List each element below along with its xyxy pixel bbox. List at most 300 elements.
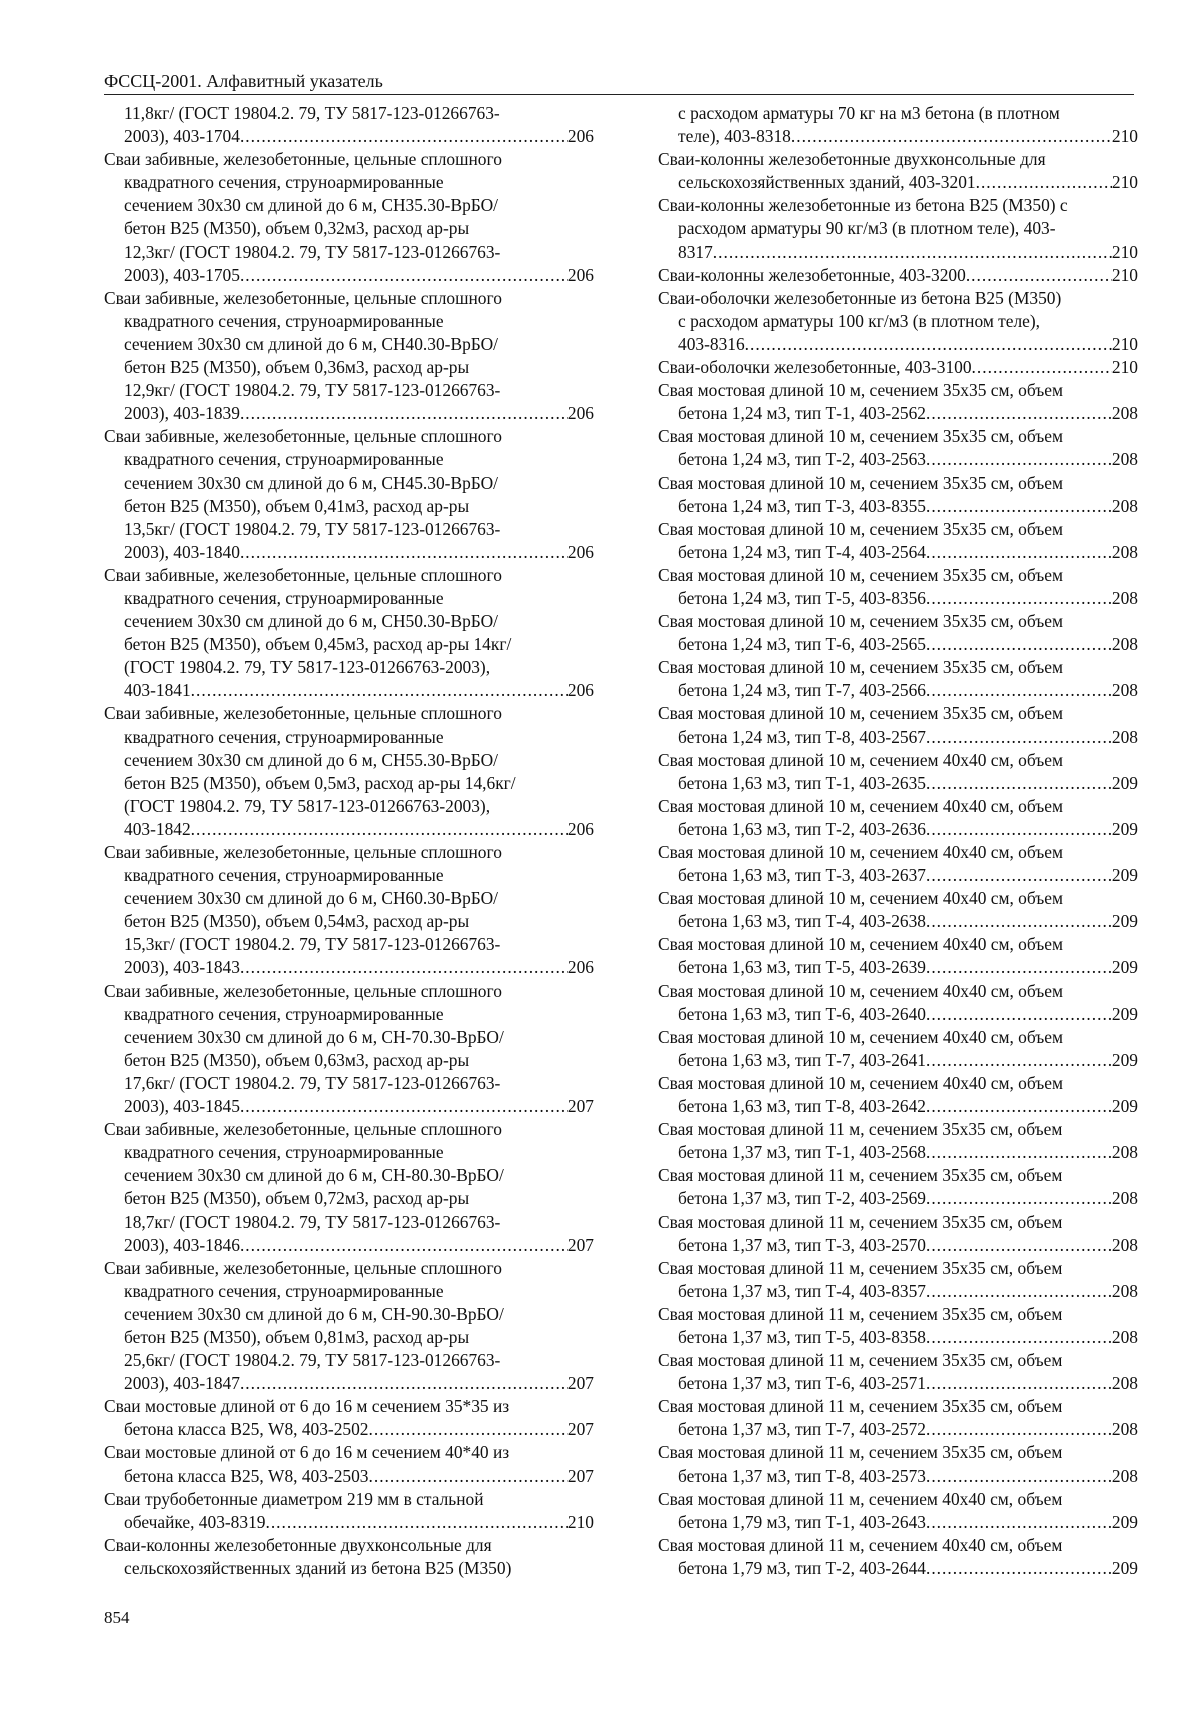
dot-leader [926, 772, 1112, 795]
entry-line [104, 448, 594, 471]
dot-leader [926, 402, 1112, 425]
entry-page-ref: 208 [1111, 541, 1138, 562]
entry-line [104, 171, 594, 194]
entry-line [104, 841, 594, 864]
entry-text: Свая мостовая длиной 10 м, сечением 40х40 см, объем [658, 888, 1063, 909]
index-entry [104, 425, 594, 564]
dot-leader [240, 402, 568, 425]
index-entry [104, 1534, 594, 1580]
entry-text: сечением 30х30 см длиной до 6 м, СН35.30-ВрБО/ [124, 195, 499, 216]
entry-line [658, 818, 1138, 841]
index-entry [658, 287, 1138, 356]
entry-text: Сваи-колонны железобетонные двухконсольные для [104, 1534, 492, 1555]
index-entry [658, 702, 1138, 748]
entry-text: обечайке, 403-8319 [124, 1511, 266, 1532]
entry-text: 17,6кг/ (ГОСТ 19804.2. 79, ТУ 5817-123-01266763- [124, 1072, 501, 1093]
entry-text: бетон В25 (М350), объем 0,81м3, расход ар-ры [124, 1326, 470, 1347]
entry-text: сечением 30х30 см длиной до 6 м, СН-90.30-ВрБО/ [124, 1303, 504, 1324]
entry-line [104, 1049, 594, 1072]
dot-leader [926, 818, 1112, 841]
page-header [104, 70, 1134, 95]
entry-text: бетона 1,37 м3, тип Т-6, 403-2571 [678, 1373, 926, 1394]
entry-line [658, 1326, 1138, 1349]
entry-text: Свая мостовая длиной 10 м, сечением 35х35 см, объем [658, 472, 1063, 493]
entry-text: квадратного сечения, струноармированные [124, 1003, 444, 1024]
entry-text: с расходом арматуры 100 кг/м3 (в плотном теле), [678, 310, 1041, 331]
entry-page-ref: 206 [567, 680, 594, 701]
entry-text: Сваи-оболочки железобетонные, 403-3100 [658, 357, 972, 378]
entry-line [658, 264, 1138, 287]
entry-page-ref: 209 [1111, 1003, 1138, 1024]
dot-leader [926, 1049, 1112, 1072]
index-entry [658, 472, 1138, 518]
entry-text: квадратного сечения, струноармированные [124, 310, 444, 331]
entry-line [658, 472, 1138, 495]
entry-line [658, 1511, 1138, 1534]
entry-line [104, 1003, 594, 1026]
dot-leader [926, 1141, 1112, 1164]
index-entry [658, 379, 1138, 425]
dot-leader [926, 679, 1112, 702]
entry-text: квадратного сечения, струноармированные [124, 587, 444, 608]
entry-line [658, 702, 1138, 725]
entry-page-ref: 210 [1111, 333, 1138, 354]
entry-text: Свая мостовая длиной 10 м, сечением 40х40 см, объем [658, 980, 1063, 1001]
dot-leader [265, 1511, 567, 1534]
dot-leader [976, 171, 1112, 194]
entry-text: сечением 30х30 см длиной до 6 м, СН50.30-ВрБО/ [124, 611, 499, 632]
entry-line [658, 1534, 1138, 1557]
entry-page-ref: 208 [1111, 1188, 1138, 1209]
entry-line [104, 148, 594, 171]
entry-page-ref: 209 [1111, 1557, 1138, 1578]
entry-text: бетона 1,63 м3, тип Т-4, 403-2638 [678, 911, 926, 932]
entry-text: Сваи забивные, железобетонные, цельные сплошного [104, 1119, 502, 1140]
entry-text: 403-8316 [678, 333, 745, 354]
entry-line [658, 679, 1138, 702]
entry-line [658, 795, 1138, 818]
entry-text: квадратного сечения, струноармированные [124, 449, 444, 470]
entry-line [658, 333, 1138, 356]
entry-text: бетона 1,37 м3, тип Т-2, 403-2569 [678, 1188, 926, 1209]
dot-leader [926, 864, 1112, 887]
entry-text: Свая мостовая длиной 10 м, сечением 35х35 см, объем [658, 611, 1063, 632]
entry-line [104, 795, 594, 818]
index-entry [104, 702, 594, 841]
entry-text: 25,6кг/ (ГОСТ 19804.2. 79, ТУ 5817-123-01266763- [124, 1350, 501, 1371]
entry-line [658, 1557, 1138, 1580]
index-entry [104, 148, 594, 287]
index-entry [658, 1257, 1138, 1303]
entry-line [104, 726, 594, 749]
entry-line [104, 1511, 594, 1534]
dot-leader [926, 1280, 1112, 1303]
entry-text: Свая мостовая длиной 11 м, сечением 40х40 см, объем [658, 1488, 1063, 1509]
entry-line [104, 749, 594, 772]
index-entry [658, 1303, 1138, 1349]
dot-leader [926, 495, 1112, 518]
entry-text: бетон В25 (М350), объем 0,36м3, расход ар-ры [124, 357, 470, 378]
entry-line [658, 633, 1138, 656]
entry-line [104, 379, 594, 402]
entry-line [104, 1326, 594, 1349]
entry-line [104, 1534, 594, 1557]
entry-text: 18,7кг/ (ГОСТ 19804.2. 79, ТУ 5817-123-01266763- [124, 1211, 501, 1232]
entry-text: бетона 1,24 м3, тип Т-4, 403-2564 [678, 541, 926, 562]
entry-line [104, 818, 594, 841]
dot-leader [369, 1465, 568, 1488]
entry-text: 2003), 403-1843 [124, 957, 240, 978]
entry-text: бетон В25 (М350), объем 0,45м3, расход ар-ры 14кг/ [124, 634, 512, 655]
dot-leader [926, 541, 1112, 564]
entry-line [658, 1049, 1138, 1072]
entry-line [104, 1026, 594, 1049]
entry-line [658, 402, 1138, 425]
entry-line [104, 217, 594, 240]
index-entry [104, 1118, 594, 1257]
entry-text: бетона 1,37 м3, тип Т-1, 403-2568 [678, 1142, 926, 1163]
entry-line [658, 171, 1138, 194]
entry-line [104, 1395, 594, 1418]
entry-text: сечением 30х30 см длиной до 6 м, СН45.30-ВрБО/ [124, 472, 499, 493]
entry-page-ref: 210 [1111, 126, 1138, 147]
entry-text: бетона 1,37 м3, тип Т-7, 403-2572 [678, 1419, 926, 1440]
entry-page-ref: 208 [1111, 1234, 1138, 1255]
index-entry [658, 610, 1138, 656]
entry-line [658, 356, 1138, 379]
entry-text: расходом арматуры 90 кг/м3 (в плотном теле), 403- [678, 218, 1056, 239]
dot-leader [791, 125, 1112, 148]
entry-text: Свая мостовая длиной 10 м, сечением 35х35 см, объем [658, 564, 1063, 585]
entry-text: бетон В25 (М350), объем 0,54м3, расход ар-ры [124, 911, 470, 932]
entry-text: Свая мостовая длиной 11 м, сечением 35х35 см, объем [658, 1396, 1063, 1417]
entry-line [658, 1234, 1138, 1257]
entry-text: бетона 1,37 м3, тип Т-4, 403-8357 [678, 1280, 926, 1301]
index-entry [658, 656, 1138, 702]
dot-leader [926, 726, 1112, 749]
entry-line [658, 956, 1138, 979]
entry-text: сечением 30х30 см длиной до 6 м, СН60.30-ВрБО/ [124, 888, 499, 909]
dot-leader [926, 1326, 1112, 1349]
index-entry [104, 1257, 594, 1396]
entry-line [104, 241, 594, 264]
entry-text: сечением 30х30 см длиной до 6 м, СН40.30-ВрБО/ [124, 333, 499, 354]
entry-page-ref: 208 [1111, 587, 1138, 608]
entry-text: Свая мостовая длиной 10 м, сечением 40х40 см, объем [658, 795, 1063, 816]
entry-line [658, 217, 1138, 240]
entry-text: сельскохозяйственных зданий из бетона В25 (М350) [124, 1557, 512, 1578]
entry-text: Свая мостовая длиной 11 м, сечением 35х35 см, объем [658, 1257, 1063, 1278]
entry-text: 11,8кг/ (ГОСТ 19804.2. 79, ТУ 5817-123-01266763- [124, 103, 500, 123]
entry-line [104, 1095, 594, 1118]
entry-line [658, 1280, 1138, 1303]
entry-line [104, 310, 594, 333]
entry-line [104, 1418, 594, 1441]
entry-text: сечением 30х30 см длиной до 6 м, СН-70.30-ВрБО/ [124, 1026, 504, 1047]
entry-line [104, 1557, 594, 1580]
index-entry [104, 564, 594, 703]
index-entry [658, 749, 1138, 795]
entry-page-ref: 209 [1111, 865, 1138, 886]
entry-text: Свая мостовая длиной 10 м, сечением 40х40 см, объем [658, 842, 1063, 862]
dot-leader [926, 1465, 1112, 1488]
dot-leader [926, 1187, 1112, 1210]
entry-line [104, 402, 594, 425]
entry-line [104, 1372, 594, 1395]
dot-leader [926, 1557, 1112, 1580]
entry-line [658, 656, 1138, 679]
entry-text: Свая мостовая длиной 10 м, сечением 40х40 см, объем [658, 749, 1063, 770]
index-entry [658, 518, 1138, 564]
entry-line [658, 1257, 1138, 1280]
entry-line [658, 1164, 1138, 1187]
entry-text: Свая мостовая длиной 10 м, сечением 35х35 см, объем [658, 426, 1063, 447]
entry-text: Свая мостовая длиной 11 м, сечением 35х35 см, объем [658, 1350, 1063, 1371]
entry-page-ref: 206 [567, 957, 594, 978]
entry-line [104, 125, 594, 148]
entry-line [658, 1488, 1138, 1511]
entry-page-ref: 208 [1111, 1465, 1138, 1486]
entry-line [658, 194, 1138, 217]
entry-line [658, 910, 1138, 933]
entry-text: бетона 1,63 м3, тип Т-7, 403-2641 [678, 1049, 926, 1070]
index-entry [658, 795, 1138, 841]
entry-line [658, 726, 1138, 749]
dot-leader [966, 264, 1112, 287]
entry-text: Свая мостовая длиной 11 м, сечением 35х35 см, объем [658, 1442, 1063, 1463]
entry-page-ref: 207 [567, 1096, 594, 1117]
entry-line [104, 1187, 594, 1210]
index-column-right [658, 102, 1138, 1580]
entry-line [658, 1118, 1138, 1141]
entry-text: Сваи-колонны железобетонные двухконсольные для [658, 149, 1046, 170]
page-number: 854 [104, 1608, 130, 1627]
entry-line [104, 887, 594, 910]
entry-page-ref: 210 [567, 1511, 594, 1532]
entry-line [658, 864, 1138, 887]
entry-text: Свая мостовая длиной 10 м, сечением 35х35 см, объем [658, 380, 1063, 401]
entry-line [104, 1118, 594, 1141]
entry-line [104, 1441, 594, 1464]
index-entry [104, 1395, 594, 1441]
entry-line [658, 102, 1138, 125]
entry-line [104, 264, 594, 287]
entry-text: Свая мостовая длиной 10 м, сечением 35х35 см, объем [658, 703, 1063, 724]
entry-line [104, 541, 594, 564]
entry-text: бетона 1,24 м3, тип Т-5, 403-8356 [678, 587, 926, 608]
entry-line [104, 679, 594, 702]
entry-page-ref: 208 [1111, 1419, 1138, 1440]
entry-line [658, 841, 1138, 864]
entry-text: бетона 1,24 м3, тип Т-3, 403-8355 [678, 495, 926, 516]
entry-line [104, 425, 594, 448]
dot-leader [926, 956, 1112, 979]
entry-line [658, 1095, 1138, 1118]
entry-line [104, 1303, 594, 1326]
entry-line [658, 1187, 1138, 1210]
entry-text: Свая мостовая длиной 11 м, сечением 35х35 см, объем [658, 1165, 1063, 1186]
entry-page-ref: 208 [1111, 726, 1138, 747]
entry-text: Сваи забивные, железобетонные, цельные сплошного [104, 703, 502, 724]
entry-text: бетона 1,24 м3, тип Т-2, 403-2563 [678, 449, 926, 470]
entry-line [104, 1349, 594, 1372]
entry-line [658, 425, 1138, 448]
dot-leader [191, 818, 568, 841]
entry-line [104, 772, 594, 795]
index-entry [658, 148, 1138, 194]
entry-text: 2003), 403-1845 [124, 1096, 240, 1117]
index-entry [658, 1534, 1138, 1580]
entry-line [104, 1164, 594, 1187]
entry-text: 2003), 403-1704 [124, 126, 240, 147]
entry-page-ref: 207 [567, 1419, 594, 1440]
entry-text: 2003), 403-1846 [124, 1234, 240, 1255]
dot-leader [926, 1372, 1112, 1395]
dot-leader [240, 125, 568, 148]
entry-text: Сваи забивные, железобетонные, цельные сплошного [104, 1257, 502, 1278]
entry-page-ref: 209 [1111, 818, 1138, 839]
entry-text: (ГОСТ 19804.2. 79, ТУ 5817-123-01266763-2003), [124, 657, 491, 678]
entry-text: Свая мостовая длиной 11 м, сечением 40х40 см, объем [658, 1534, 1063, 1555]
entry-line [104, 1465, 594, 1488]
index-entry [658, 1026, 1138, 1072]
entry-text: Свая мостовая длиной 11 м, сечением 35х35 см, объем [658, 1303, 1063, 1324]
entry-text: бетона 1,24 м3, тип Т-1, 403-2562 [678, 403, 926, 424]
entry-line [658, 241, 1138, 264]
entry-text: квадратного сечения, струноармированные [124, 172, 444, 193]
entry-text: Сваи забивные, железобетонные, цельные сплошного [104, 842, 502, 862]
entry-line [658, 379, 1138, 402]
entry-line [658, 1418, 1138, 1441]
entry-text: бетона класса В25, W8, 403-2503 [124, 1465, 369, 1486]
dot-leader [240, 1372, 568, 1395]
entry-page-ref: 209 [1111, 911, 1138, 932]
entry-line [104, 333, 594, 356]
entry-page-ref: 207 [567, 1373, 594, 1394]
dot-leader [926, 1418, 1112, 1441]
entry-page-ref: 208 [1111, 1142, 1138, 1163]
entry-text: бетона 1,63 м3, тип Т-5, 403-2639 [678, 957, 926, 978]
index-entry [658, 887, 1138, 933]
index-entry [658, 1349, 1138, 1395]
entry-text: бетона 1,63 м3, тип Т-6, 403-2640 [678, 1003, 926, 1024]
entry-line [104, 933, 594, 956]
index-entry [658, 1164, 1138, 1210]
entry-text: 2003), 403-1840 [124, 541, 240, 562]
dot-leader [713, 241, 1112, 264]
index-entry [658, 980, 1138, 1026]
index-entry [658, 102, 1138, 148]
entry-line [104, 864, 594, 887]
entry-line [104, 287, 594, 310]
entry-line [658, 310, 1138, 333]
index-entry [658, 1441, 1138, 1487]
entry-text: бетон В25 (М350), объем 0,63м3, расход ар-ры [124, 1049, 470, 1070]
entry-text: Сваи забивные, железобетонные, цельные сплошного [104, 149, 502, 170]
entry-page-ref: 208 [1111, 449, 1138, 470]
entry-line [658, 495, 1138, 518]
entry-text: 13,5кг/ (ГОСТ 19804.2. 79, ТУ 5817-123-01266763- [124, 518, 501, 539]
entry-page-ref: 206 [567, 541, 594, 562]
entry-page-ref: 208 [1111, 495, 1138, 516]
entry-text: 8317 [678, 241, 713, 262]
entry-text: теле), 403-8318 [678, 126, 791, 147]
entry-text: бетона 1,24 м3, тип Т-6, 403-2565 [678, 634, 926, 655]
entry-line [104, 472, 594, 495]
index-entry [658, 425, 1138, 471]
entry-line [658, 610, 1138, 633]
entry-text: сечением 30х30 см длиной до 6 м, СН55.30-ВрБО/ [124, 749, 499, 770]
entry-text: 15,3кг/ (ГОСТ 19804.2. 79, ТУ 5817-123-01266763- [124, 934, 501, 955]
entry-page-ref: 209 [1111, 772, 1138, 793]
entry-line [658, 933, 1138, 956]
entry-text: Свая мостовая длиной 10 м, сечением 40х40 см, объем [658, 1072, 1063, 1093]
index-entry [658, 1072, 1138, 1118]
entry-text: бетона 1,37 м3, тип Т-3, 403-2570 [678, 1234, 926, 1255]
entry-text: Сваи-колонны железобетонные, 403-3200 [658, 264, 966, 285]
entry-text: 2003), 403-1705 [124, 264, 240, 285]
entry-page-ref: 207 [567, 1465, 594, 1486]
index-entry [104, 980, 594, 1119]
entry-line [104, 564, 594, 587]
dot-leader [926, 633, 1112, 656]
entry-text: бетона 1,63 м3, тип Т-2, 403-2636 [678, 818, 926, 839]
entry-text: бетона 1,79 м3, тип Т-1, 403-2643 [678, 1511, 926, 1532]
entry-text: квадратного сечения, струноармированные [124, 865, 444, 886]
entry-line [658, 1441, 1138, 1464]
entry-line [104, 1234, 594, 1257]
entry-line [104, 1488, 594, 1511]
entry-text: сечением 30х30 см длиной до 6 м, СН-80.30-ВрБО/ [124, 1165, 504, 1186]
entry-text: бетон В25 (М350), объем 0,32м3, расход ар-ры [124, 218, 470, 239]
entry-line [658, 1026, 1138, 1049]
entry-line [104, 956, 594, 979]
entry-line [658, 1003, 1138, 1026]
entry-text: бетона 1,79 м3, тип Т-2, 403-2644 [678, 1557, 926, 1578]
entry-text: квадратного сечения, струноармированные [124, 726, 444, 747]
entry-page-ref: 209 [1111, 957, 1138, 978]
entry-line [658, 287, 1138, 310]
entry-page-ref: 208 [1111, 634, 1138, 655]
index-entry [104, 287, 594, 426]
index-entry [658, 1118, 1138, 1164]
entry-text: Свая мостовая длиной 10 м, сечением 40х40 см, объем [658, 1026, 1063, 1047]
index-entry [104, 841, 594, 980]
dot-leader [926, 587, 1112, 610]
entry-page-ref: 210 [1111, 172, 1138, 193]
index-entry [658, 1395, 1138, 1441]
entry-page-ref: 208 [1111, 680, 1138, 701]
dot-leader [369, 1418, 568, 1441]
entry-text: 2003), 403-1847 [124, 1373, 240, 1394]
entry-line [658, 1303, 1138, 1326]
entry-text: Сваи забивные, железобетонные, цельные сплошного [104, 287, 502, 308]
entry-line [104, 356, 594, 379]
dot-leader [240, 1234, 568, 1257]
entry-text: Свая мостовая длиной 10 м, сечением 40х40 см, объем [658, 934, 1063, 955]
entry-text: Сваи-колонны железобетонные из бетона В25 (М350) с [658, 195, 1068, 216]
entry-page-ref: 208 [1111, 403, 1138, 424]
dot-leader [926, 910, 1112, 933]
entry-text: бетона 1,63 м3, тип Т-1, 403-2635 [678, 772, 926, 793]
header-title: ФССЦ-2001. Алфавитный указатель [104, 71, 383, 91]
index-entry [658, 264, 1138, 287]
entry-line [658, 564, 1138, 587]
entry-text: бетон В25 (М350), объем 0,5м3, расход ар-ры 14,6кг/ [124, 772, 516, 793]
entry-line [658, 1211, 1138, 1234]
entry-text: Сваи мостовые длиной от 6 до 16 м сечением 35*35 из [104, 1396, 510, 1417]
entry-page-ref: 209 [1111, 1049, 1138, 1070]
